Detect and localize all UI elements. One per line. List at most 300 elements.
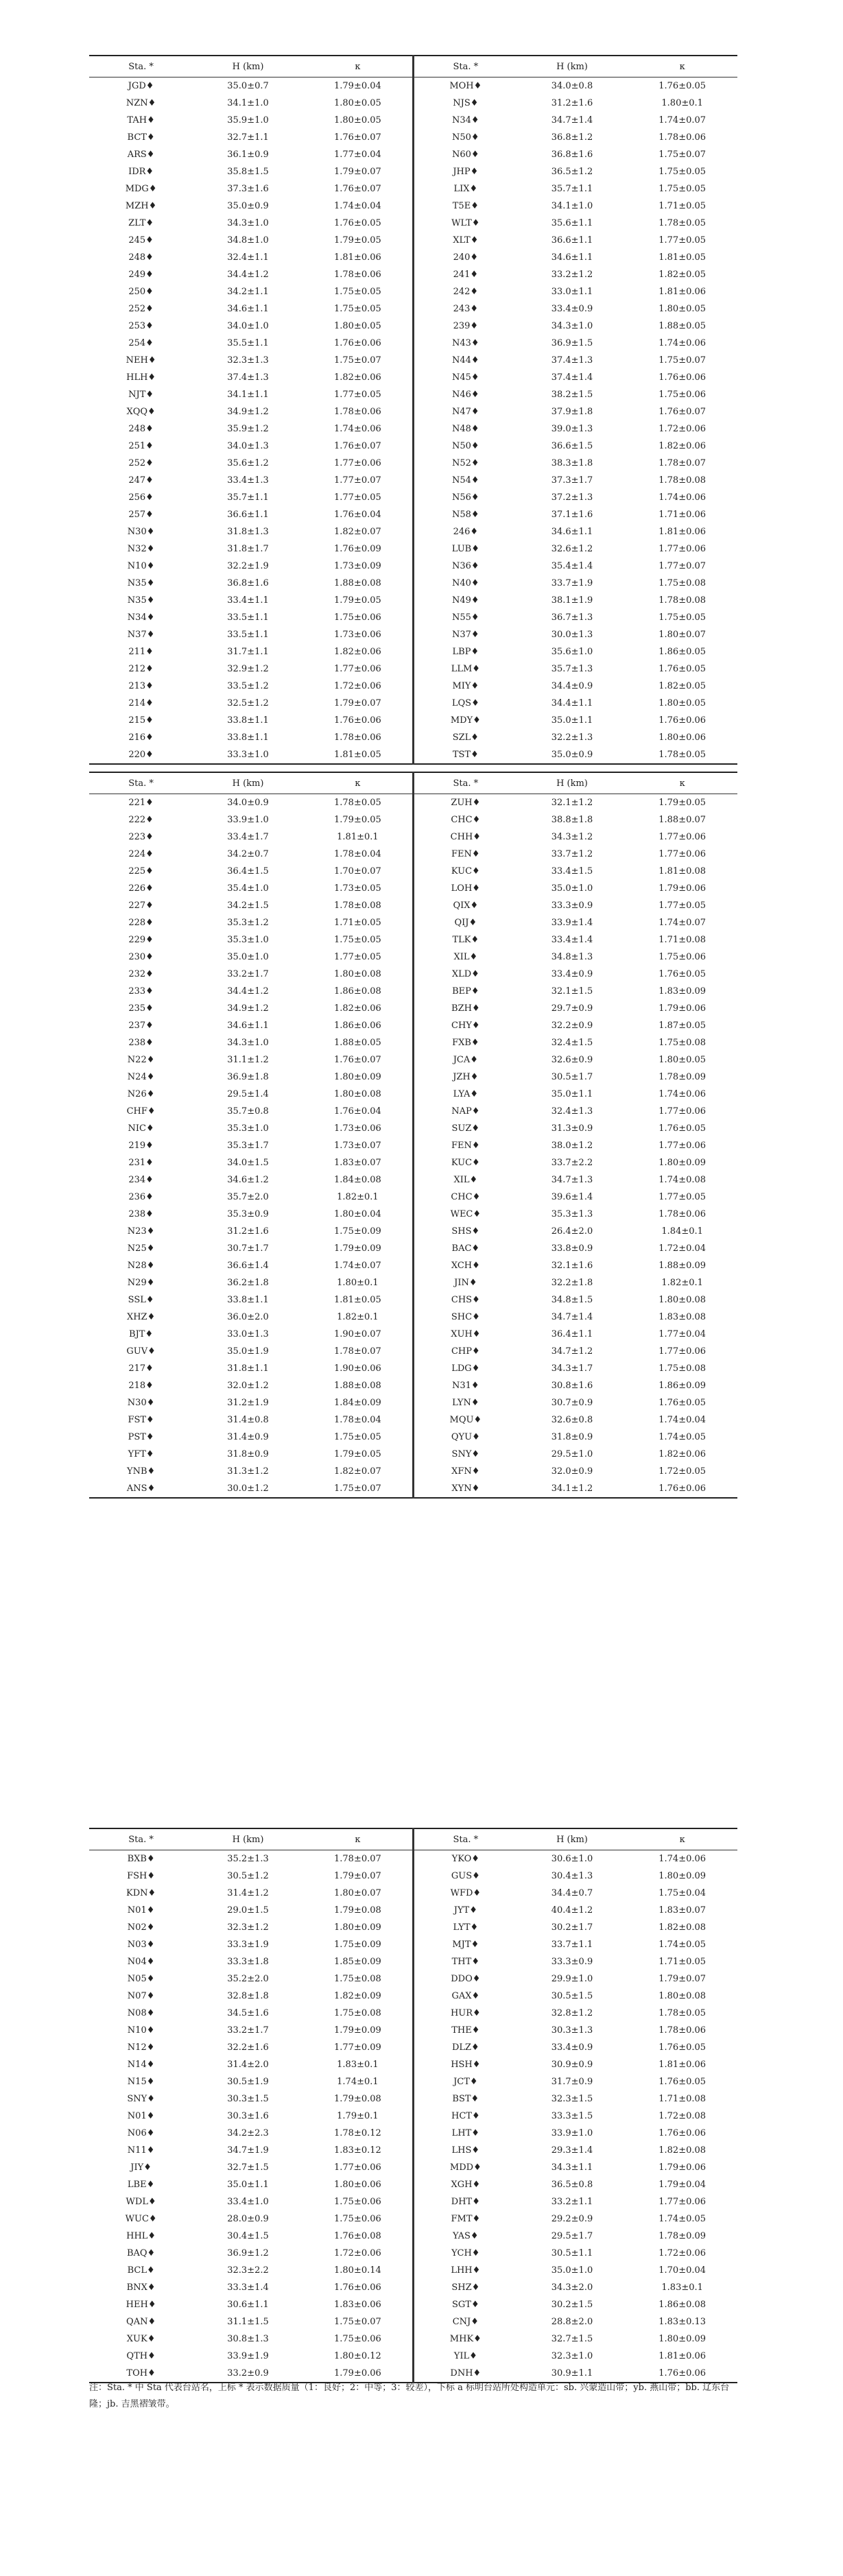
crust-thickness: 32.7±1.5	[227, 2162, 269, 2173]
crust-thickness: 33.2±1.7	[227, 969, 269, 979]
table-row	[89, 335, 737, 352]
station-name: N55♦	[452, 612, 479, 623]
station-name: CHC♦	[451, 1192, 481, 1202]
crust-thickness: 31.2±1.9	[227, 1398, 269, 1408]
crust-thickness: 36.2±1.8	[227, 1278, 269, 1288]
vp-vs-ratio: 1.76±0.05	[658, 664, 707, 674]
crust-thickness: 34.7±1.2	[551, 1346, 593, 1357]
crust-thickness: 34.1±1.2	[517, 1480, 628, 1498]
crust-thickness: 29.3±1.4	[551, 2145, 593, 2156]
crust-thickness: 35.3±0.9	[227, 1209, 269, 1219]
table-row	[89, 1953, 737, 1970]
vp-vs-ratio: 1.72±0.06	[303, 678, 414, 695]
crust-thickness: 34.9±1.2	[227, 1003, 269, 1014]
crust-thickness: 34.6±1.1	[227, 1021, 269, 1031]
crust-thickness: 38.2±1.5	[551, 390, 593, 400]
vp-vs-ratio: 1.76±0.06	[303, 335, 414, 352]
crust-thickness: 32.1±1.6	[551, 1261, 593, 1271]
crust-thickness: 36.9±1.8	[227, 1072, 269, 1082]
station-name: TAH♦	[127, 115, 155, 126]
crust-thickness: 33.9±1.0	[551, 2128, 593, 2138]
vp-vs-ratio: 1.76±0.05	[658, 2077, 707, 2087]
table-row	[89, 1360, 737, 1377]
crust-thickness: 30.4±1.5	[227, 2231, 269, 2241]
station-name: LOH♦	[451, 883, 480, 894]
crust-thickness: 33.4±1.3	[227, 475, 269, 486]
table-row	[89, 626, 737, 643]
station-name: NIC♦	[128, 1123, 154, 1134]
table-panel-3	[89, 1828, 737, 2383]
crust-thickness: 35.0±1.0	[227, 952, 269, 962]
vp-vs-ratio: 1.77±0.06	[658, 849, 707, 859]
table-row	[89, 1171, 737, 1189]
table-row	[89, 1936, 737, 1953]
table-row	[89, 983, 737, 1000]
table-row	[89, 1206, 737, 1223]
crust-thickness: 38.3±1.8	[551, 458, 593, 468]
crust-thickness: 34.0±1.3	[227, 441, 269, 451]
vp-vs-ratio: 1.79±0.09	[303, 1240, 414, 1257]
crust-thickness: 32.3±1.5	[551, 2094, 593, 2104]
crust-thickness: 29.0±1.5	[227, 1905, 269, 1916]
vp-vs-ratio: 1.71±0.05	[658, 201, 707, 211]
vp-vs-ratio: 1.82±0.06	[303, 1000, 414, 1017]
station-name: 229♦	[128, 935, 154, 945]
station-name: MQU♦	[449, 1415, 482, 1425]
table-row	[89, 1189, 737, 1206]
crust-thickness: 29.5±1.7	[551, 2231, 593, 2241]
crust-thickness: 33.3±0.9	[551, 901, 593, 911]
station-name: TST♦	[413, 746, 517, 764]
station-name: N44♦	[452, 355, 479, 366]
station-name: WLT♦	[451, 218, 480, 228]
vp-vs-ratio: 1.75±0.08	[658, 1038, 707, 1048]
crust-thickness: 35.0±1.1	[551, 1089, 593, 1099]
crust-thickness: 32.6±0.8	[551, 1415, 593, 1425]
col-h: H (km)	[193, 56, 303, 77]
station-name: N37♦	[452, 630, 479, 640]
vp-vs-ratio: 1.70±0.04	[658, 2265, 707, 2276]
table-row	[89, 1411, 737, 1429]
crust-thickness: 34.0±1.0	[227, 321, 269, 331]
vp-vs-ratio: 1.79±0.05	[303, 811, 414, 828]
station-name: WFD♦	[450, 1888, 482, 1898]
station-name: 252♦	[128, 458, 154, 468]
station-name: 252♦	[128, 304, 154, 314]
crust-thickness: 30.3±1.3	[551, 2025, 593, 2036]
crust-thickness: 30.0±1.2	[193, 1480, 303, 1498]
crust-thickness: 31.8±0.9	[227, 1449, 269, 1459]
station-name: DDO♦	[451, 1974, 481, 1984]
vp-vs-ratio: 1.75±0.06	[303, 2210, 414, 2228]
station-name: N34♦	[127, 612, 155, 623]
crust-thickness: 34.8±1.5	[551, 1295, 593, 1305]
table-body	[89, 77, 737, 765]
station-name: T5E♦	[452, 201, 479, 211]
vp-vs-ratio: 1.83±0.13	[658, 2317, 707, 2327]
station-name: N47♦	[452, 407, 479, 417]
crust-thickness: 33.5±1.1	[227, 630, 269, 640]
station-name: QYU♦	[451, 1432, 480, 1442]
crust-thickness: 31.2±1.6	[227, 1226, 269, 1237]
crust-thickness: 31.8±1.7	[227, 544, 269, 554]
station-name: CHY♦	[451, 1021, 480, 1031]
vp-vs-ratio: 1.77±0.06	[303, 660, 414, 678]
station-name: DHT♦	[451, 2197, 480, 2207]
crust-thickness: 31.4±1.2	[227, 1888, 269, 1898]
station-name: N50♦	[452, 132, 479, 143]
vp-vs-ratio: 1.79±0.05	[303, 1446, 414, 1463]
crust-thickness: 33.7±1.9	[551, 578, 593, 588]
vp-vs-ratio: 1.80±0.08	[303, 1086, 414, 1103]
vp-vs-ratio: 1.78±0.12	[303, 2125, 414, 2142]
crust-thickness: 34.7±1.9	[227, 2145, 269, 2156]
crust-thickness: 35.0±0.9	[227, 201, 269, 211]
station-name: MDY♦	[450, 715, 481, 726]
crust-thickness: 36.1±0.9	[227, 150, 269, 160]
station-name: XLT♦	[453, 235, 479, 246]
vp-vs-ratio: 1.78±0.09	[658, 2231, 707, 2241]
vp-vs-ratio: 1.82±0.05	[658, 270, 707, 280]
table-row	[89, 1868, 737, 1885]
station-name: WDL♦	[126, 2197, 156, 2207]
crust-thickness: 30.6±1.1	[227, 2300, 269, 2310]
vp-vs-ratio: 1.81±0.06	[658, 527, 707, 537]
vp-vs-ratio: 1.79±0.08	[303, 2090, 414, 2108]
station-name: 227♦	[128, 901, 154, 911]
vp-vs-ratio: 1.77±0.06	[658, 1346, 707, 1357]
station-name: NAP♦	[451, 1106, 480, 1117]
vp-vs-ratio: 1.82±0.06	[658, 1449, 707, 1459]
col-kappa: κ	[303, 56, 414, 77]
station-name: ZUH♦	[451, 798, 481, 808]
crust-thickness: 32.3±1.2	[227, 1922, 269, 1933]
station-name: WEC♦	[450, 1209, 482, 1219]
crust-thickness: 32.4±1.3	[551, 1106, 593, 1117]
station-name: FMT♦	[451, 2214, 481, 2224]
vp-vs-ratio: 1.74±0.06	[658, 1089, 707, 1099]
station-name: N35♦	[127, 578, 155, 588]
station-name: LHT♦	[451, 2128, 479, 2138]
vp-vs-ratio: 1.76±0.07	[658, 407, 707, 417]
vp-vs-ratio: 1.88±0.05	[658, 321, 707, 331]
vp-vs-ratio: 1.82±0.07	[303, 523, 414, 540]
station-name: LYA♦	[453, 1089, 479, 1099]
vp-vs-ratio: 1.77±0.05	[658, 1192, 707, 1202]
station-name: 239♦	[453, 321, 479, 331]
vp-vs-ratio: 1.74±0.06	[658, 1854, 707, 1864]
vp-vs-ratio: 1.83±0.06	[303, 2296, 414, 2313]
crust-thickness: 36.4±1.5	[227, 866, 269, 876]
crust-thickness: 40.4±1.2	[551, 1905, 593, 1916]
table-row	[89, 1017, 737, 1034]
table-header	[89, 772, 737, 794]
col-kappa: κ	[303, 772, 414, 794]
table-row	[89, 846, 737, 863]
vp-vs-ratio: 1.82±0.09	[303, 1988, 414, 2005]
station-name: MJT♦	[452, 1940, 479, 1950]
table-row	[89, 1309, 737, 1326]
vp-vs-ratio: 1.79±0.06	[658, 2162, 707, 2173]
vp-vs-ratio: 1.75±0.05	[303, 283, 414, 300]
station-name: WUC♦	[125, 2214, 157, 2224]
vp-vs-ratio: 1.75±0.05	[303, 300, 414, 318]
station-name: CHC♦	[451, 815, 481, 825]
crust-thickness: 31.4±0.8	[227, 1415, 269, 1425]
vp-vs-ratio: 1.76±0.07	[303, 129, 414, 146]
station-name: HHL♦	[126, 2231, 156, 2241]
table-row	[89, 1240, 737, 1257]
crust-thickness: 35.6±1.0	[551, 647, 593, 657]
station-name: 249♦	[128, 270, 154, 280]
vp-vs-ratio: 1.74±0.08	[658, 1175, 707, 1185]
station-name: QIX♦	[453, 901, 479, 911]
crust-thickness: 33.7±1.1	[551, 1940, 593, 1950]
crust-thickness: 34.7±1.3	[551, 1175, 593, 1185]
station-name: KUC♦	[451, 1158, 480, 1168]
vp-vs-ratio: 1.74±0.05	[658, 1940, 707, 1950]
crust-thickness: 33.0±1.1	[551, 287, 593, 297]
station-name: N35♦	[127, 595, 155, 606]
station-name: BEP♦	[452, 986, 479, 997]
station-name: XCH♦	[451, 1261, 480, 1271]
crust-thickness: 33.3±1.4	[227, 2282, 269, 2293]
crust-thickness: 35.7±1.1	[551, 184, 593, 194]
station-name: 253♦	[128, 321, 154, 331]
vp-vs-ratio: 1.78±0.09	[658, 1072, 707, 1082]
crust-thickness: 31.1±1.2	[227, 1055, 269, 1065]
station-name: 231♦	[128, 1158, 154, 1168]
station-name: ARS♦	[127, 150, 155, 160]
col-station: Sta. *	[413, 772, 517, 794]
crust-thickness: 37.3±1.7	[551, 475, 593, 486]
station-name: XIL♦	[453, 952, 478, 962]
crust-thickness: 36.9±1.2	[227, 2248, 269, 2258]
station-name: 223♦	[128, 832, 154, 842]
crust-thickness: 37.9±1.8	[551, 407, 593, 417]
vp-vs-ratio: 1.80±0.08	[658, 1295, 707, 1305]
vp-vs-ratio: 1.80±0.09	[303, 1069, 414, 1086]
vp-vs-ratio: 1.81±0.05	[303, 746, 414, 764]
crust-thickness: 32.1±1.5	[551, 986, 593, 997]
vp-vs-ratio: 1.82±0.07	[303, 1463, 414, 1480]
station-name: N25♦	[127, 1243, 155, 1254]
vp-vs-ratio: 1.80±0.14	[303, 2262, 414, 2279]
vp-vs-ratio: 1.75±0.06	[303, 609, 414, 626]
crust-thickness: 35.0±0.9	[517, 746, 628, 764]
vp-vs-ratio: 1.80±0.09	[658, 1871, 707, 1881]
vp-vs-ratio: 1.74±0.07	[658, 918, 707, 928]
vp-vs-ratio: 1.75±0.09	[303, 1223, 414, 1240]
table-row	[89, 2073, 737, 2090]
vp-vs-ratio: 1.81±0.06	[658, 2351, 707, 2361]
vp-vs-ratio: 1.82±0.1	[303, 1189, 414, 1206]
vp-vs-ratio: 1.76±0.05	[658, 969, 707, 979]
crust-thickness: 30.5±1.7	[551, 1072, 593, 1082]
vp-vs-ratio: 1.76±0.07	[303, 180, 414, 198]
table-row	[89, 794, 737, 812]
crust-thickness: 30.0±1.3	[551, 630, 593, 640]
vp-vs-ratio: 1.85±0.09	[303, 1953, 414, 1970]
vp-vs-ratio: 1.75±0.05	[658, 167, 707, 177]
crust-thickness: 31.7±0.9	[551, 2077, 593, 2087]
vp-vs-ratio: 1.78±0.08	[658, 595, 707, 606]
vp-vs-ratio: 1.76±0.05	[658, 1123, 707, 1134]
vp-vs-ratio: 1.80±0.1	[661, 98, 703, 108]
crust-thickness: 35.0±1.0	[551, 883, 593, 894]
station-name: 228♦	[128, 918, 154, 928]
vp-vs-ratio: 1.76±0.07	[303, 1051, 414, 1069]
station-name: 214♦	[128, 698, 154, 708]
vp-vs-ratio: 1.79±0.06	[658, 1003, 707, 1014]
vp-vs-ratio: 1.72±0.06	[658, 424, 707, 434]
station-table-2	[89, 772, 737, 1499]
station-name: YNB♦	[127, 1466, 156, 1477]
vp-vs-ratio: 1.81±0.08	[658, 866, 707, 876]
crust-thickness: 33.9±1.9	[227, 2351, 269, 2361]
crust-thickness: 35.7±0.8	[227, 1106, 269, 1117]
table-row	[89, 729, 737, 746]
station-name: 256♦	[128, 492, 154, 503]
vp-vs-ratio: 1.75±0.09	[303, 1936, 414, 1953]
vp-vs-ratio: 1.75±0.07	[658, 150, 707, 160]
vp-vs-ratio: 1.77±0.05	[303, 489, 414, 506]
station-name: 221♦	[128, 798, 154, 808]
station-name: 247♦	[128, 475, 154, 486]
station-name: LYT♦	[453, 1922, 479, 1933]
station-name: LLM♦	[451, 664, 480, 674]
crust-thickness: 34.3±1.0	[227, 1038, 269, 1048]
crust-thickness: 39.0±1.3	[551, 424, 593, 434]
vp-vs-ratio: 1.76±0.09	[303, 540, 414, 558]
station-name: XIL♦	[453, 1175, 478, 1185]
crust-thickness: 30.5±1.9	[227, 2077, 269, 2087]
station-name: NZN♦	[126, 98, 156, 108]
table-row	[89, 1103, 737, 1120]
vp-vs-ratio: 1.75±0.08	[658, 578, 707, 588]
crust-thickness: 34.3±1.0	[227, 218, 269, 228]
table-row	[89, 2193, 737, 2210]
table-row	[89, 1034, 737, 1051]
vp-vs-ratio: 1.75±0.06	[303, 2193, 414, 2210]
table-row	[89, 966, 737, 983]
station-name: CNJ♦	[452, 2317, 479, 2327]
station-name: XUH♦	[451, 1329, 481, 1339]
station-name: N23♦	[127, 1226, 155, 1237]
crust-thickness: 35.9±1.2	[227, 424, 269, 434]
vp-vs-ratio: 1.82±0.1	[303, 1309, 414, 1326]
vp-vs-ratio: 1.78±0.05	[303, 794, 414, 812]
station-name: SGT♦	[452, 2300, 479, 2310]
vp-vs-ratio: 1.76±0.06	[658, 715, 707, 726]
vp-vs-ratio: 1.75±0.05	[658, 612, 707, 623]
station-name: BST♦	[452, 2094, 479, 2104]
crust-thickness: 33.4±1.0	[227, 2197, 269, 2207]
crust-thickness: 38.8±1.8	[551, 815, 593, 825]
station-name: XUK♦	[126, 2334, 156, 2344]
station-name: SHC♦	[451, 1312, 480, 1322]
table-row	[89, 180, 737, 198]
station-name: MHK♦	[449, 2334, 482, 2344]
station-name: N22♦	[127, 1055, 155, 1065]
crust-thickness: 34.6±1.1	[227, 304, 269, 314]
station-name: NJS♦	[453, 98, 479, 108]
crust-thickness: 32.3±2.2	[227, 2265, 269, 2276]
station-name: N03♦	[127, 1940, 155, 1950]
vp-vs-ratio: 1.76±0.08	[303, 2228, 414, 2245]
table-row	[89, 352, 737, 369]
station-name: JIY♦	[130, 2162, 152, 2173]
crust-thickness: 32.2±1.9	[227, 561, 269, 571]
table-row	[89, 863, 737, 880]
vp-vs-ratio: 1.80±0.05	[303, 318, 414, 335]
crust-thickness: 34.4±1.2	[227, 986, 269, 997]
table-row	[89, 1343, 737, 1360]
table-row	[89, 609, 737, 626]
vp-vs-ratio: 1.79±0.06	[658, 883, 707, 894]
station-name: BJT♦	[129, 1329, 154, 1339]
crust-thickness: 31.1±1.5	[227, 2317, 269, 2327]
vp-vs-ratio: 1.82±0.06	[658, 441, 707, 451]
station-name: N04♦	[127, 1957, 155, 1967]
table-row	[89, 2022, 737, 2039]
station-name: N32♦	[127, 544, 155, 554]
table-body	[89, 794, 737, 1499]
col-station: Sta. *	[89, 1828, 193, 1850]
table-row	[89, 931, 737, 949]
vp-vs-ratio: 1.82±0.06	[303, 369, 414, 386]
station-name: MZH♦	[125, 201, 157, 211]
crust-thickness: 32.1±1.2	[551, 798, 593, 808]
vp-vs-ratio: 1.74±0.06	[658, 492, 707, 503]
station-name: N31♦	[452, 1381, 479, 1391]
vp-vs-ratio: 1.77±0.07	[303, 472, 414, 489]
vp-vs-ratio: 1.86±0.09	[658, 1381, 707, 1391]
crust-thickness: 29.9±1.0	[551, 1974, 593, 1984]
vp-vs-ratio: 1.78±0.04	[303, 846, 414, 863]
vp-vs-ratio: 1.80±0.05	[658, 1055, 707, 1065]
crust-thickness: 30.5±1.5	[551, 1991, 593, 2001]
vp-vs-ratio: 1.80±0.09	[303, 1919, 414, 1936]
station-name: THT♦	[451, 1957, 479, 1967]
crust-thickness: 32.7±1.1	[227, 132, 269, 143]
crust-thickness: 32.5±1.2	[227, 698, 269, 708]
crust-thickness: 33.2±0.9	[193, 2365, 303, 2383]
crust-thickness: 33.3±1.9	[227, 1940, 269, 1950]
vp-vs-ratio: 1.73±0.05	[303, 880, 414, 897]
vp-vs-ratio: 1.75±0.07	[303, 1480, 414, 1498]
table-row	[89, 1000, 737, 1017]
station-name: 251♦	[128, 441, 154, 451]
station-name: HCT♦	[451, 2111, 480, 2121]
vp-vs-ratio: 1.83±0.07	[658, 1905, 707, 1916]
station-name: FST♦	[128, 1415, 154, 1425]
station-name: JYT♦	[453, 1905, 477, 1916]
crust-thickness: 31.8±1.3	[227, 527, 269, 537]
vp-vs-ratio: 1.83±0.08	[658, 1312, 707, 1322]
crust-thickness: 35.6±1.1	[551, 218, 593, 228]
station-name: YFT♦	[128, 1449, 154, 1459]
col-kappa: κ	[627, 1828, 737, 1850]
crust-thickness: 35.0±1.9	[227, 1346, 269, 1357]
station-name: N29♦	[127, 1278, 155, 1288]
table-row	[89, 643, 737, 660]
crust-thickness: 34.2±0.7	[227, 849, 269, 859]
station-name: GUS♦	[451, 1871, 480, 1881]
station-name: 215♦	[128, 715, 154, 726]
station-name: LQS♦	[451, 698, 479, 708]
table-row	[89, 112, 737, 129]
